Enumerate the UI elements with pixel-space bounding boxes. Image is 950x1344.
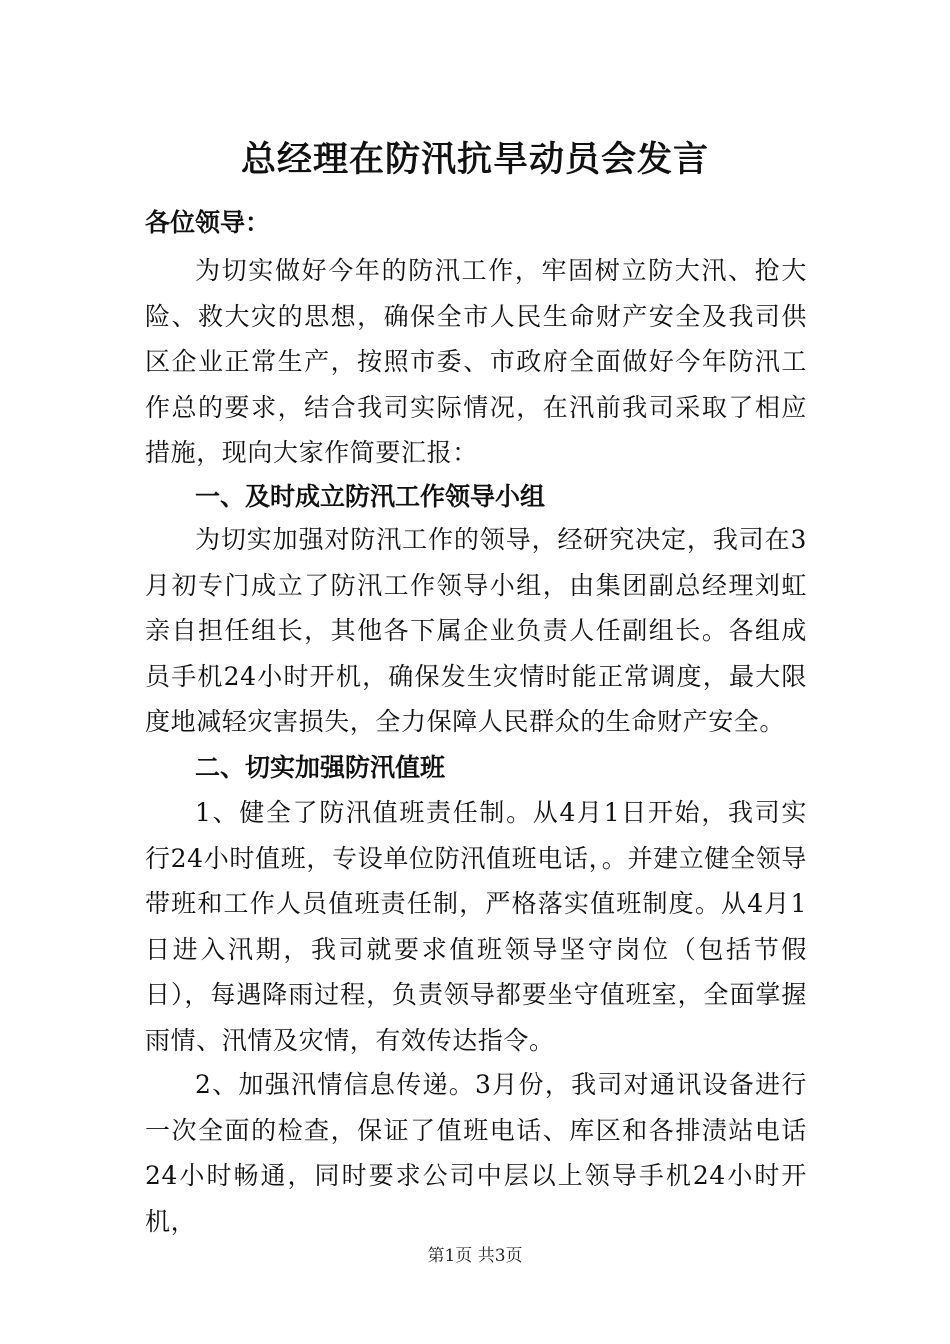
section-heading-2: 二、切实加强防汛值班 [195,753,446,782]
paragraph-leadership-group: 为切实加强对防汛工作的领导，经研究决定，我司在3月初专门成立了防汛工作领导小组，由集团副总经理刘虹亲自担任组长，其他各下属企业负责人任副组长。各组成员手机24小时开机，确保发生灾情时能正常调度，最大限度地减轻灾害损失，全力保障人民群众的生命财产安全。 [145,525,807,736]
paragraph-duty-system: 1、健全了防汛值班责任制。从4月1日开始，我司实行24小时值班，专设单位防汛值班电话，。并建立健全领导带班和工作人员值班责任制，严格落实值班制度。从4月1日进入汛期，我司就要求值班领导坚守岗位（包括节假日），每遇降雨过程，负责领导都要坐守值班室，全面掌握雨情、汛情及灾情，有效传达指令。 [145,798,807,1055]
document-title: 总经理在防汛抗旱动员会发言 [240,140,709,180]
paragraph-flood-info: 2、加强汛情信息传递。3月份，我司对通讯设备进行一次全面的检查，保证了值班电话、库区和各排渍站电话24小时畅通，同时要求公司中层以上领导手机24小时开机， [145,1070,807,1236]
page-footer: 第1页 共3页 [427,1246,523,1266]
salutation: 各位领导： [145,208,271,237]
section-heading-1: 一、及时成立防汛工作领导小组 [195,482,546,511]
paragraph-intro: 为切实做好今年的防汛工作，牢固树立防大汛、抢大险、救大灾的思想，确保全市人民生命财产安全及我司供区企业正常生产，按照市委、市政府全面做好今年防汛工作总的要求，结合我司实际情况，在汛前我司采取了相应措施，现向大家作简要汇报： [145,256,807,467]
